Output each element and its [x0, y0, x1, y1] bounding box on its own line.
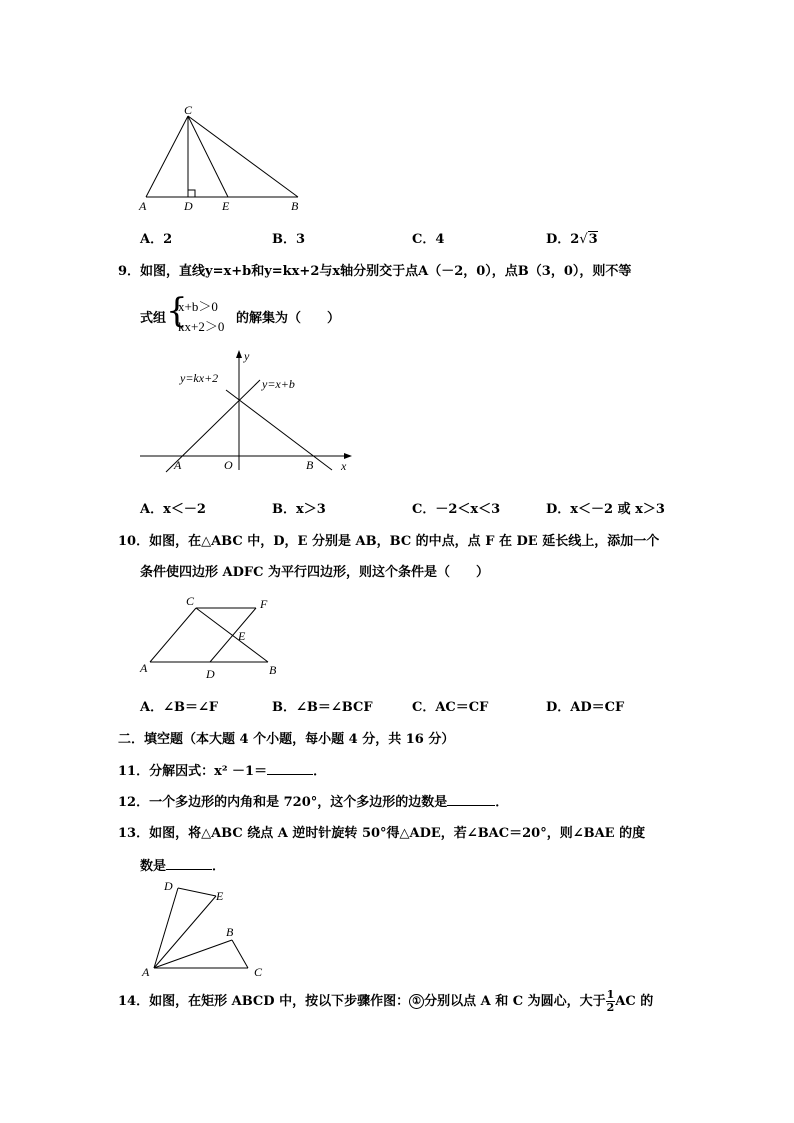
figure-q10-parallelogram [136, 590, 296, 682]
q12-stem: 12．一个多边形的内角和是 720°，这个多边形的边数是 [118, 795, 448, 810]
q12-text [118, 791, 508, 810]
q10-option-d: D．AD＝CF [546, 700, 625, 715]
q8-option-c: C．4 [412, 232, 445, 247]
q9-ineq2: kx+2＞0 [178, 319, 225, 334]
label-D: D [164, 879, 173, 893]
fraction-numerator: 1 [606, 988, 615, 1001]
label-B: B [269, 663, 277, 677]
q12-blank [447, 805, 495, 806]
q14-line1 [118, 988, 653, 1018]
label-A: A [139, 199, 147, 213]
figure-q9-graph [136, 346, 366, 474]
line-xb-label: y=x+b [262, 377, 295, 391]
axis-x-label: x [341, 459, 347, 473]
fraction-denominator: 2 [606, 1001, 615, 1014]
q13-line2 [140, 855, 225, 874]
q10-line1: 10．如图，在△ABC 中，D，E 分别是 AB，BC 的中点，点 F 在 DE 延长线上，添加一个 [118, 534, 660, 549]
q14-before: 14．如图，在矩形 ABCD 中，按以下步骤作图： [118, 994, 410, 1009]
point-B-label: B [306, 458, 314, 472]
label-E: E [222, 199, 230, 213]
label-A: A [142, 965, 150, 979]
q8-option-d: D．2√3 [546, 232, 598, 247]
label-B: B [291, 199, 299, 213]
q13-line1: 13．如图，将△ABC 绕点 A 逆时针旋转 50°得△ADE，若∠BAC＝20°，则∠BAE 的度 [118, 826, 646, 841]
label-A: A [140, 661, 148, 675]
figure-q8-triangle [136, 104, 316, 216]
q8-option-d-radicand: 3 [588, 232, 598, 247]
q13-stem: 数是 [140, 859, 167, 874]
label-E: E [238, 629, 246, 643]
q9-prefix: 式组 [140, 311, 167, 326]
label-E: E [216, 889, 224, 903]
q11-stem: 11．分解因式：x² －1＝ [118, 764, 268, 779]
q10-line2: 条件使四边形 ADFC 为平行四边形，则这个条件是（ ） [140, 565, 489, 580]
step-1-marker: ① [409, 994, 424, 1009]
label-D: D [184, 199, 193, 213]
q11-text [118, 760, 326, 779]
point-A-label: A [174, 458, 182, 472]
figure-q13-rotation [136, 876, 276, 980]
label-F: F [260, 597, 268, 611]
section-2-heading: 二．填空题（本大题 4 个小题，每小题 4 分，共 16 分） [118, 732, 455, 747]
q9-option-b: B．x＞3 [272, 502, 326, 517]
q11-blank [267, 774, 313, 775]
label-C: C [184, 104, 193, 117]
q10-option-b: B．∠B＝∠BCF [272, 700, 373, 715]
q9-ineq1: x+b＞0 [178, 299, 218, 314]
q9-option-a: A．x＜－2 [140, 502, 206, 517]
q9-line1: 9．如图，直线y=x+b和y=kx+2与x轴分别交于点A（－2，0），点B（3，0），则不等 [118, 264, 632, 279]
q13-end: ． [212, 859, 226, 874]
q8-option-b: B．3 [272, 232, 306, 247]
q8-option-d-prefix: D．2 [546, 232, 580, 247]
q9-suffix: 的解集为（ ） [236, 311, 341, 326]
q13-blank [166, 869, 212, 870]
q9-option-c: C．－2＜x＜3 [412, 502, 501, 517]
axis-y-label: y [244, 349, 250, 363]
origin-label: O [224, 458, 233, 472]
q11-end: ． [313, 764, 327, 779]
label-B: B [226, 925, 234, 939]
q14-after: AC 的 [615, 994, 654, 1009]
q14-mid: 分别以点 A 和 C 为圆心，大于 [424, 994, 606, 1009]
q12-end: ． [495, 795, 509, 810]
fraction-one-half [606, 989, 616, 1014]
q9-brace: { [166, 291, 188, 331]
q10-option-c: C．AC＝CF [412, 700, 489, 715]
q8-option-a: A．2 [140, 232, 173, 247]
label-C: C [186, 594, 195, 608]
label-C: C [254, 965, 263, 979]
line-kx2-label: y=kx+2 [180, 371, 219, 385]
q9-option-d: D．x＜－2 或 x＞3 [546, 502, 665, 517]
q10-option-a: A．∠B＝∠F [140, 700, 219, 715]
label-D: D [206, 667, 215, 681]
